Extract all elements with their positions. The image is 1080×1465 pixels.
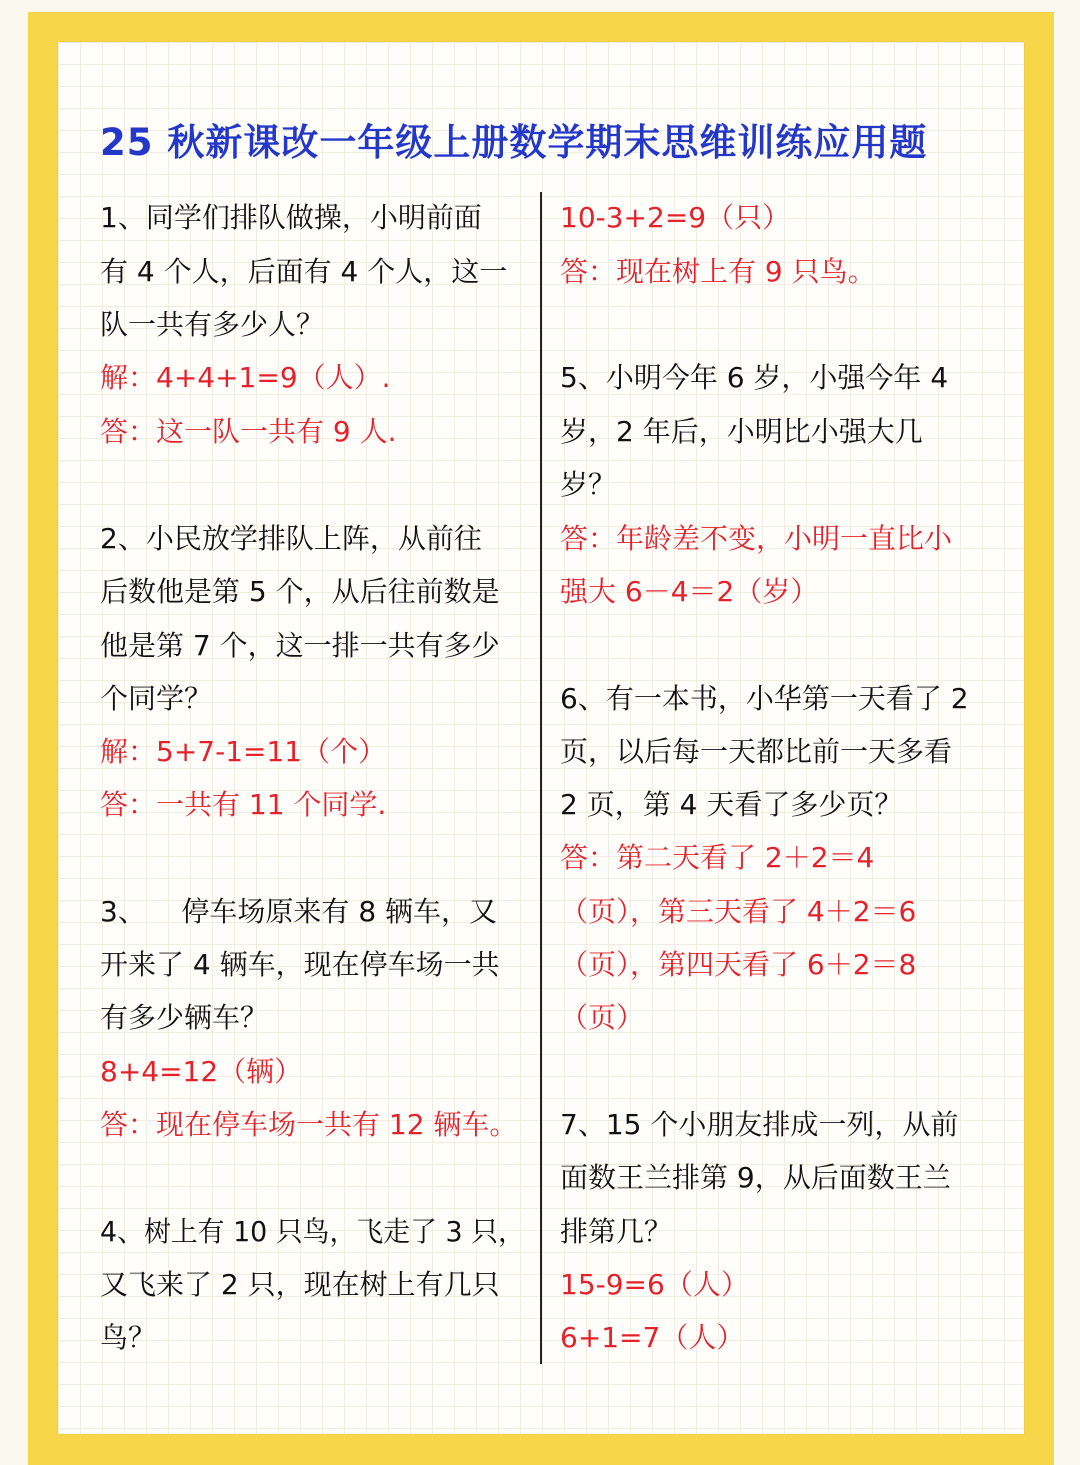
q7-line-3: 排第几？ <box>560 1215 673 1248</box>
q3-line-2: 开来了 4 辆车，现在停车场一共 <box>100 948 500 981</box>
a6-line-2: （页），第三天看了 4＋2＝6 <box>560 895 917 928</box>
a6-line-1: 答：第二天看了 2＋2＝4 <box>560 841 875 874</box>
column-divider <box>540 192 542 1364</box>
a7-line-1: 15-9=6（人） <box>560 1268 749 1301</box>
q1-line-2: 有 4 个人，后面有 4 个人，这一 <box>100 255 508 288</box>
a4-line-1: 10-3+2=9（只） <box>560 201 791 234</box>
a5-line-2: 强大 6－4＝2（岁） <box>560 575 819 608</box>
q4-line-2: 又飞来了 2 只，现在树上有几只 <box>100 1268 500 1301</box>
q2-line-1: 2、小民放学排队上阵，从前往 <box>100 522 482 555</box>
q5-line-3: 岁？ <box>560 468 617 501</box>
q6-line-1: 6、有一本书，小华第一天看了 2 <box>560 682 969 715</box>
a4-line-2: 答：现在树上有 9 只鸟。 <box>560 255 876 288</box>
a5-line-1: 答：年龄差不变，小明一直比小 <box>560 522 953 555</box>
a3-line-1: 8+4=12（辆） <box>100 1055 303 1088</box>
q2-line-4: 个同学？ <box>100 682 213 715</box>
a3-line-2: 答：现在停车场一共有 12 辆车。 <box>100 1108 518 1141</box>
q5-line-1: 5、小明今年 6 岁，小强今年 4 <box>560 361 949 394</box>
page-title: 25 秋新课改一年级上册数学期末思维训练应用题 <box>100 121 928 164</box>
q7-line-2: 面数王兰排第 9，从后面数王兰 <box>560 1161 951 1194</box>
a1-line-1: 解：4+4+1=9（人）. <box>100 361 391 394</box>
a7-line-2: 6+1=7（人） <box>560 1321 745 1354</box>
a2-line-2: 答：一共有 11 个同学. <box>100 788 387 821</box>
q1-line-3: 队一共有多少人？ <box>100 308 325 341</box>
q5-line-2: 岁，2 年后，小明比小强大几 <box>560 415 923 448</box>
q6-line-2: 页，以后每一天都比前一天多看 <box>560 735 953 768</box>
q3-line-3: 有多少辆车？ <box>100 1001 269 1034</box>
a6-line-4: （页） <box>560 1001 645 1034</box>
a1-line-2: 答：这一队一共有 9 人. <box>100 415 397 448</box>
q3-line-1: 3、 停车场原来有 8 辆车，又 <box>100 895 498 928</box>
q1-line-1: 1、同学们排队做操，小明前面 <box>100 201 482 234</box>
q4-line-1: 4、树上有 10 只鸟，飞走了 3 只， <box>100 1215 525 1248</box>
a2-line-1: 解：5+7-1=11（个） <box>100 735 387 768</box>
q2-line-3: 他是第 7 个，这一排一共有多少 <box>100 629 500 662</box>
a6-line-3: （页），第四天看了 6＋2＝8 <box>560 948 917 981</box>
q6-line-3: 2 页，第 4 天看了多少页？ <box>560 788 903 821</box>
q2-line-2: 后数他是第 5 个，从后往前数是 <box>100 575 500 608</box>
q7-line-1: 7、15 个小朋友排成一列，从前 <box>560 1108 959 1141</box>
q4-line-3: 鸟？ <box>100 1321 157 1354</box>
